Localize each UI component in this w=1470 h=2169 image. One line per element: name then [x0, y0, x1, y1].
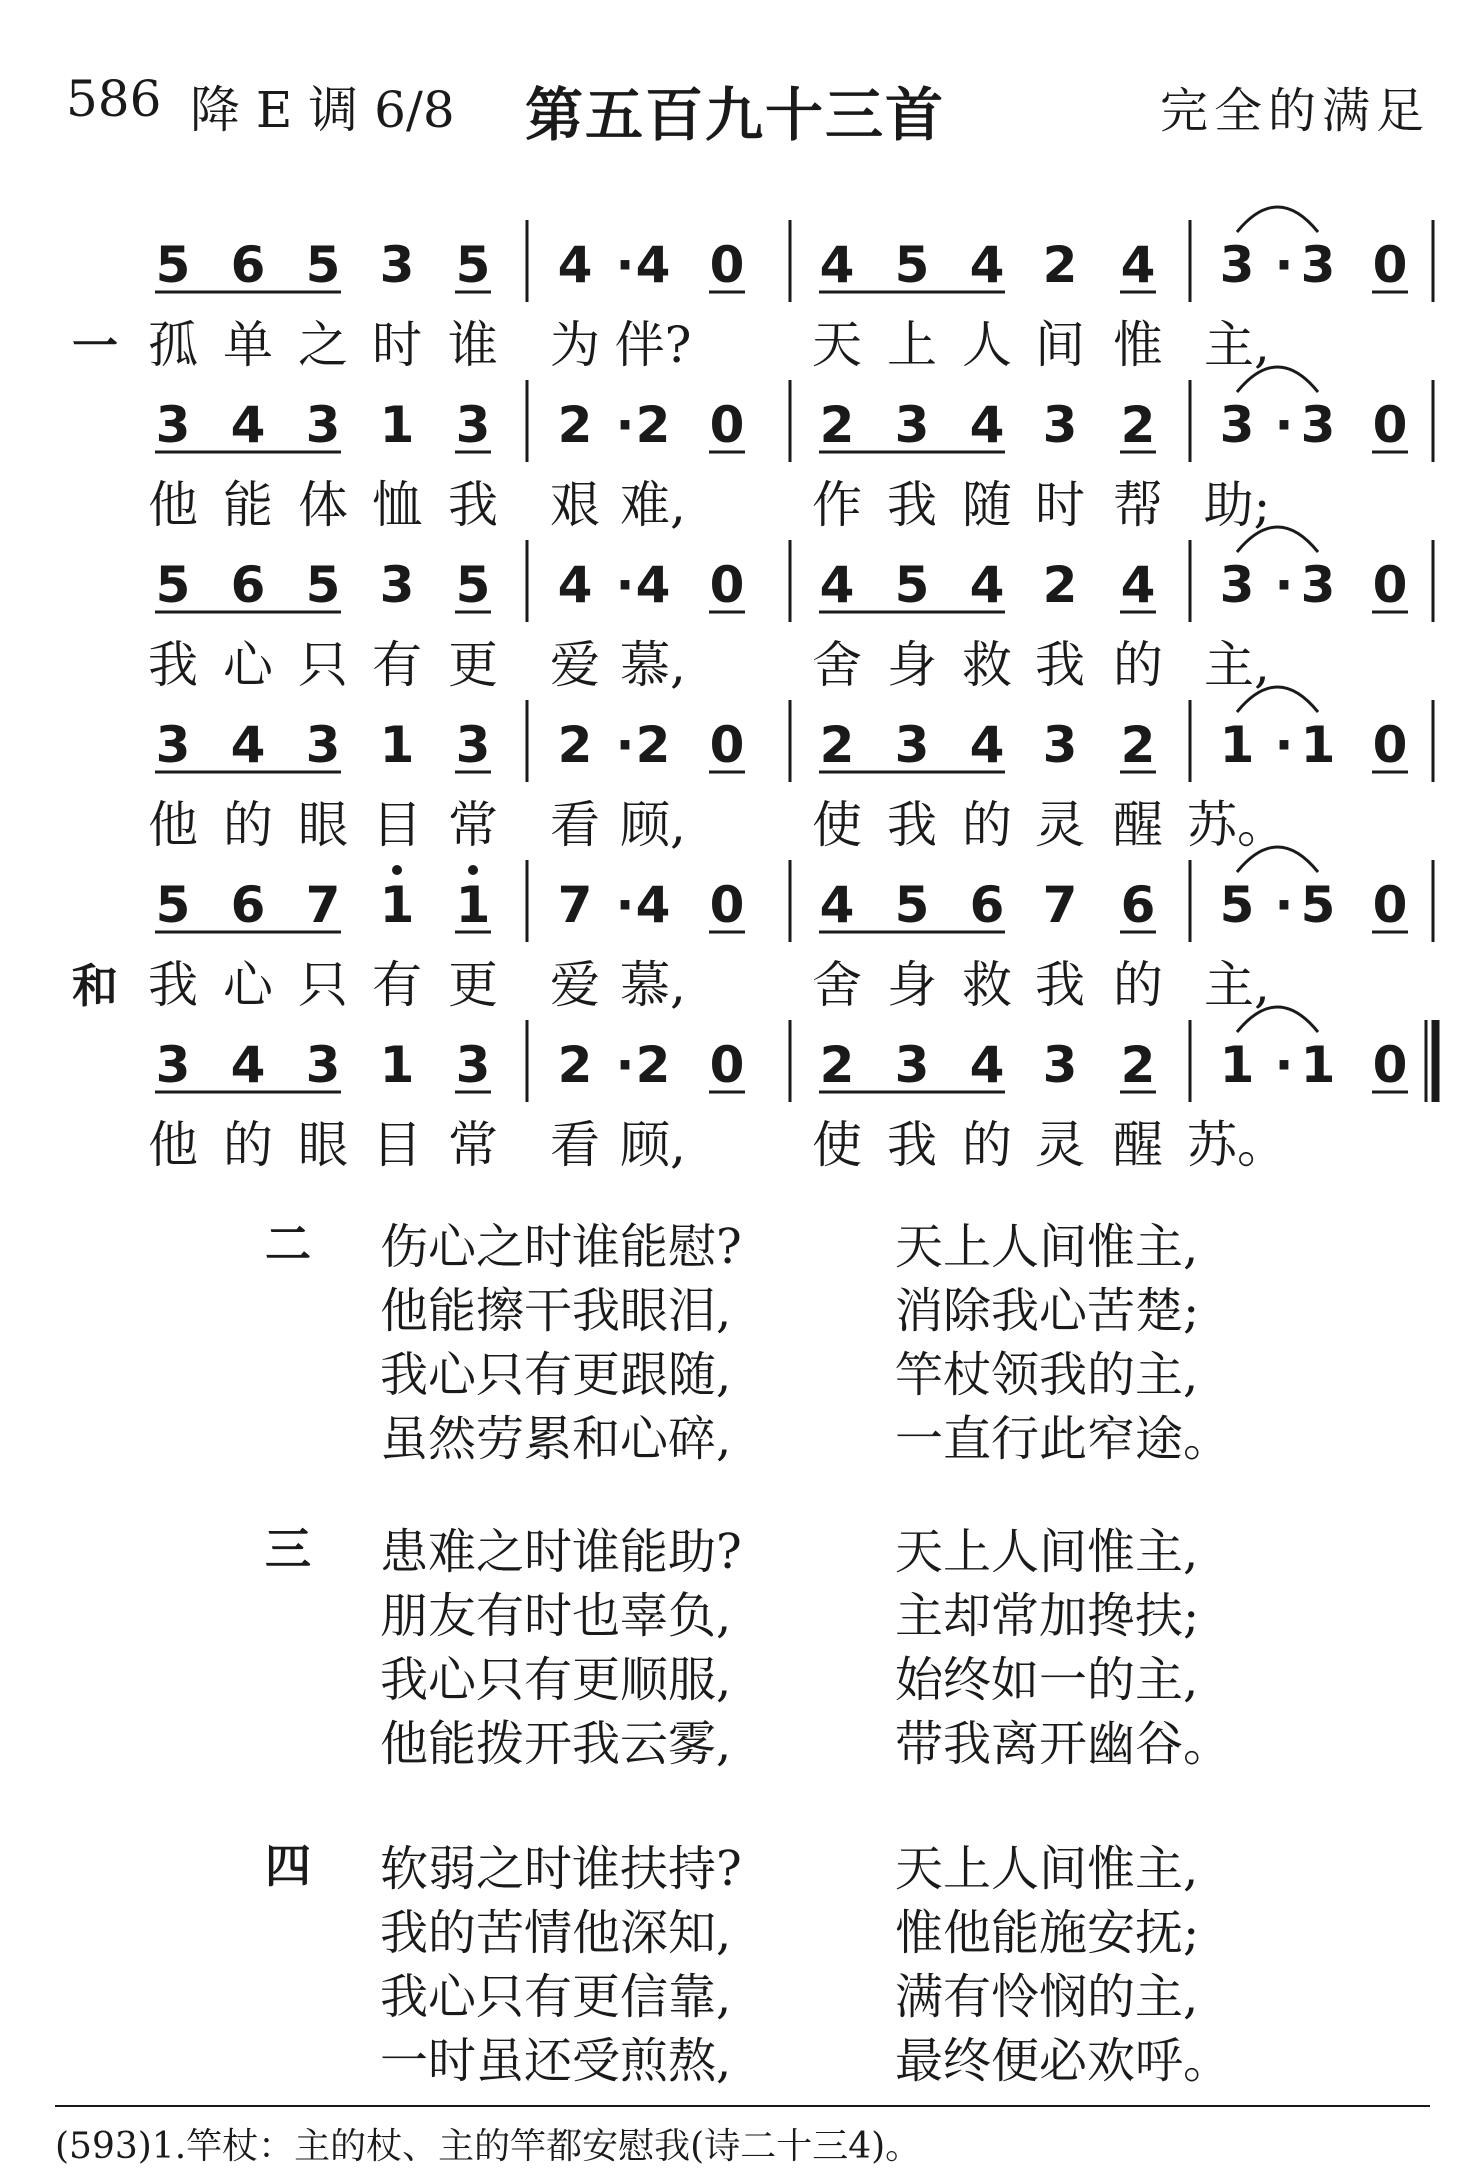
lyric-syllable: 的 [1113, 636, 1163, 694]
note: 1 [1300, 1036, 1336, 1094]
tie-arc [1237, 207, 1318, 232]
lyric-syllable: 体 [298, 476, 348, 534]
note: 5 [894, 236, 930, 294]
note: 2 [557, 716, 593, 774]
verse-2-number: 二 [265, 1217, 311, 1271]
note: 1 [1300, 716, 1336, 774]
note: 4 [1120, 236, 1156, 294]
dot-mark: · [615, 876, 635, 934]
verse-line: 伤心之时谁能慰? [380, 1219, 742, 1275]
lyric-syllable: 爱 [550, 636, 600, 694]
note: 4 [969, 716, 1005, 774]
lyric-syllable: 更 [448, 956, 498, 1014]
note: 2 [819, 716, 855, 774]
lyric-syllable: 灵 [1035, 796, 1085, 854]
note: 5 [1219, 876, 1255, 934]
dot-mark: · [615, 236, 635, 294]
note: 2 [557, 1036, 593, 1094]
note: 0 [709, 716, 745, 774]
note: 4 [969, 1036, 1005, 1094]
note: 2 [635, 396, 671, 454]
dot-mark: · [1274, 556, 1294, 614]
verse-line: 竿杖领我的主, [895, 1347, 1199, 1403]
note: 3 [1219, 556, 1255, 614]
note: 5 [894, 876, 930, 934]
lyric-syllable: 目 [372, 1116, 422, 1174]
verse-line: 天上人间惟主, [895, 1219, 1199, 1275]
verse-line: 我心只有更顺服, [380, 1652, 732, 1708]
lyric-syllable: 看 [550, 1116, 600, 1174]
lyric-syllable: 有 [372, 956, 422, 1014]
note: 4 [969, 236, 1005, 294]
note: 4 [230, 1036, 266, 1094]
dot-mark: · [615, 716, 635, 774]
note: 0 [1372, 236, 1408, 294]
lyric-syllable: 苏。 [1187, 1116, 1287, 1174]
lyric-syllable: 他 [148, 476, 198, 534]
dot-mark: · [615, 396, 635, 454]
lyric-syllable: 主, [1204, 636, 1270, 694]
note: 7 [557, 876, 593, 934]
lyric-syllable: 我 [148, 636, 198, 694]
lyric-syllable: 我 [1035, 636, 1085, 694]
note: 3 [1300, 396, 1336, 454]
lyric-syllable: 眼 [298, 1116, 348, 1174]
note: 2 [1042, 236, 1078, 294]
dot-mark: · [1274, 396, 1294, 454]
note: 0 [709, 556, 745, 614]
lyric-syllable: 目 [372, 796, 422, 854]
lyric-syllable: 惟 [1113, 316, 1163, 374]
lyric-syllable: 之 [298, 316, 348, 374]
note: 5 [455, 556, 491, 614]
footnote-divider [55, 2105, 1430, 2107]
note: 0 [709, 1036, 745, 1094]
note: 5 [155, 876, 191, 934]
verse-line: 始终如一的主, [895, 1652, 1199, 1708]
note: 0 [709, 396, 745, 454]
verse-line: 天上人间惟主, [895, 1841, 1199, 1897]
note: 3 [455, 1036, 491, 1094]
lyric-syllable: 眼 [298, 796, 348, 854]
octave-dot [468, 865, 478, 875]
note: 3 [894, 1036, 930, 1094]
verse-line: 我心只有更信靠, [380, 1969, 732, 2025]
note: 2 [1120, 1036, 1156, 1094]
lyric-syllable: 看 [550, 796, 600, 854]
dot-mark: · [615, 556, 635, 614]
lyric-syllable: 难, [620, 476, 686, 534]
note: 7 [305, 876, 341, 934]
lyric-syllable: 单 [223, 316, 273, 374]
note: 4 [230, 716, 266, 774]
note: 6 [230, 876, 266, 934]
verse-line: 虽然劳累和心碎, [380, 1411, 732, 1467]
lyric-syllable: 常 [448, 1116, 498, 1174]
lyric-syllable: 我 [887, 476, 937, 534]
note: 1 [379, 1036, 415, 1094]
lyric-syllable: 孤 [148, 316, 198, 374]
note: 3 [379, 556, 415, 614]
verse-3-number: 三 [265, 1522, 311, 1576]
lyric-syllable: 主, [1204, 316, 1270, 374]
verse-line: 主却常加搀扶; [895, 1588, 1200, 1644]
note: 2 [819, 1036, 855, 1094]
note: 1 [379, 716, 415, 774]
lyric-syllable: 心 [223, 956, 273, 1014]
note: 3 [1042, 716, 1078, 774]
hymn-number: 586 [66, 70, 162, 128]
note: 0 [1372, 876, 1408, 934]
lyric-syllable: 爱 [550, 956, 600, 1014]
note: 5 [155, 236, 191, 294]
note: 3 [305, 1036, 341, 1094]
note: 4 [969, 396, 1005, 454]
verse-line: 一直行此窄途。 [895, 1411, 1232, 1467]
note: 4 [1120, 556, 1156, 614]
note: 4 [230, 396, 266, 454]
lyric-syllable: 主, [1204, 956, 1270, 1014]
note: 3 [455, 396, 491, 454]
lyric-syllable: 心 [223, 636, 273, 694]
note: 4 [635, 876, 671, 934]
verse-1-number: 一 [72, 319, 118, 373]
note: 5 [1300, 876, 1336, 934]
lyric-syllable: 我 [887, 1116, 937, 1174]
note: 4 [557, 236, 593, 294]
lyric-syllable: 间 [1035, 316, 1085, 374]
note: 1 [379, 876, 415, 934]
note: 7 [1042, 876, 1078, 934]
lyric-syllable: 身 [887, 636, 937, 694]
note: 3 [1219, 396, 1255, 454]
note: 1 [1219, 716, 1255, 774]
note: 4 [819, 556, 855, 614]
octave-dot [392, 865, 402, 875]
lyric-syllable: 更 [448, 636, 498, 694]
verse-line: 惟他能施安抚; [895, 1905, 1200, 1961]
note: 6 [1120, 876, 1156, 934]
verse-line: 天上人间惟主, [895, 1524, 1199, 1580]
lyric-syllable: 醒 [1113, 796, 1163, 854]
lyric-syllable: 顾, [620, 796, 686, 854]
verse-line: 我的苦情他深知, [380, 1905, 732, 1961]
verse-line: 患难之时谁能助? [380, 1524, 742, 1580]
note: 5 [305, 236, 341, 294]
note: 3 [1219, 236, 1255, 294]
note: 3 [155, 716, 191, 774]
note: 3 [1042, 1036, 1078, 1094]
lyric-syllable: 的 [223, 796, 273, 854]
dot-mark: · [615, 1036, 635, 1094]
note: 1 [1219, 1036, 1255, 1094]
note: 3 [1300, 556, 1336, 614]
lyric-syllable: 慕, [620, 636, 686, 694]
note: 4 [635, 236, 671, 294]
lyric-syllable: 舍 [812, 956, 862, 1014]
note: 0 [1372, 1036, 1408, 1094]
lyric-syllable: 谁 [448, 316, 498, 374]
lyric-syllable: 使 [812, 1116, 862, 1174]
note: 2 [819, 396, 855, 454]
lyric-syllable: 助; [1203, 476, 1271, 534]
note: 3 [305, 716, 341, 774]
lyric-syllable: 的 [962, 796, 1012, 854]
lyric-syllable: 恤 [372, 476, 422, 534]
lyric-syllable: 伴? [614, 316, 692, 374]
hymn-subtitle: 完全的满足 [1159, 83, 1430, 139]
lyric-syllable: 他 [148, 1116, 198, 1174]
lyric-syllable: 只 [298, 636, 348, 694]
lyric-syllable: 救 [962, 956, 1012, 1014]
dot-mark: · [1274, 1036, 1294, 1094]
note: 5 [155, 556, 191, 614]
verse-line: 软弱之时谁扶持? [380, 1841, 742, 1897]
lyric-syllable: 时 [1035, 476, 1085, 534]
note: 1 [379, 396, 415, 454]
lyric-syllable: 上 [887, 316, 937, 374]
note: 6 [969, 876, 1005, 934]
lyric-syllable: 身 [887, 956, 937, 1014]
dot-mark: · [1274, 716, 1294, 774]
note: 5 [455, 236, 491, 294]
note: 6 [230, 236, 266, 294]
lyric-syllable: 艰 [550, 476, 600, 534]
lyric-syllable: 我 [887, 796, 937, 854]
verse-line: 消除我心苦楚; [895, 1283, 1200, 1339]
note: 2 [1042, 556, 1078, 614]
lyric-syllable: 的 [223, 1116, 273, 1174]
dot-mark: · [1274, 876, 1294, 934]
note: 3 [305, 396, 341, 454]
note: 6 [230, 556, 266, 614]
lyric-syllable: 能 [223, 476, 273, 534]
note: 4 [557, 556, 593, 614]
note: 0 [709, 236, 745, 294]
verse-line: 满有怜悯的主, [895, 1969, 1199, 2025]
note: 4 [969, 556, 1005, 614]
note: 4 [635, 556, 671, 614]
note: 0 [1372, 716, 1408, 774]
verse-line: 一时虽还受煎熬, [380, 2033, 732, 2089]
lyric-syllable: 苏。 [1187, 796, 1287, 854]
verse-line: 最终便必欢呼。 [895, 2033, 1232, 2089]
note: 1 [455, 876, 491, 934]
key-signature: 降 E 调 6/8 [190, 81, 455, 139]
note: 4 [819, 876, 855, 934]
note: 3 [155, 396, 191, 454]
lyric-syllable: 顾, [620, 1116, 686, 1174]
lyric-syllable: 为 [550, 316, 600, 374]
note: 3 [155, 1036, 191, 1094]
lyric-syllable: 我 [448, 476, 498, 534]
lyric-syllable: 常 [448, 796, 498, 854]
note: 2 [1120, 716, 1156, 774]
verse-line: 带我离开幽谷。 [895, 1716, 1232, 1772]
note: 3 [894, 716, 930, 774]
note: 3 [455, 716, 491, 774]
note: 2 [635, 716, 671, 774]
lyric-syllable: 我 [148, 956, 198, 1014]
note: 3 [1042, 396, 1078, 454]
lyric-syllable: 随 [962, 476, 1012, 534]
note: 5 [894, 556, 930, 614]
verse-4-number: 四 [265, 1839, 311, 1893]
lyric-syllable: 灵 [1035, 1116, 1085, 1174]
note: 5 [305, 556, 341, 614]
lyric-syllable: 慕, [620, 956, 686, 1014]
lyric-syllable: 只 [298, 956, 348, 1014]
note: 2 [557, 396, 593, 454]
lyric-syllable: 帮 [1113, 476, 1163, 534]
lyric-syllable: 救 [962, 636, 1012, 694]
lyric-syllable: 的 [1113, 956, 1163, 1014]
verse-line: 他能拨开我云雾, [380, 1716, 732, 1772]
lyric-syllable: 天 [812, 316, 862, 374]
note: 0 [709, 876, 745, 934]
hymn-title: 第五百九十三首 [524, 81, 945, 149]
lyric-syllable: 使 [812, 796, 862, 854]
note: 0 [1372, 556, 1408, 614]
verse-line: 他能擦干我眼泪, [380, 1283, 732, 1339]
verse-line: 我心只有更跟随, [380, 1347, 732, 1403]
lyric-syllable: 人 [962, 316, 1012, 374]
lyric-syllable: 我 [1035, 956, 1085, 1014]
note: 2 [635, 1036, 671, 1094]
note: 4 [819, 236, 855, 294]
note: 3 [379, 236, 415, 294]
lyric-syllable: 的 [962, 1116, 1012, 1174]
footnote: (593)1.竿杖：主的杖、主的竿都安慰我(诗二十三4)。 [55, 2126, 922, 2167]
note: 2 [1120, 396, 1156, 454]
lyric-syllable: 作 [812, 476, 862, 534]
note: 3 [1300, 236, 1336, 294]
lyric-syllable: 舍 [812, 636, 862, 694]
lyric-syllable: 醒 [1113, 1116, 1163, 1174]
note: 3 [894, 396, 930, 454]
dot-mark: · [1274, 236, 1294, 294]
note: 0 [1372, 396, 1408, 454]
chorus-marker: 和 [72, 959, 118, 1013]
lyric-syllable: 时 [372, 316, 422, 374]
verse-line: 朋友有时也辜负, [380, 1588, 732, 1644]
lyric-syllable: 他 [148, 796, 198, 854]
lyric-syllable: 有 [372, 636, 422, 694]
